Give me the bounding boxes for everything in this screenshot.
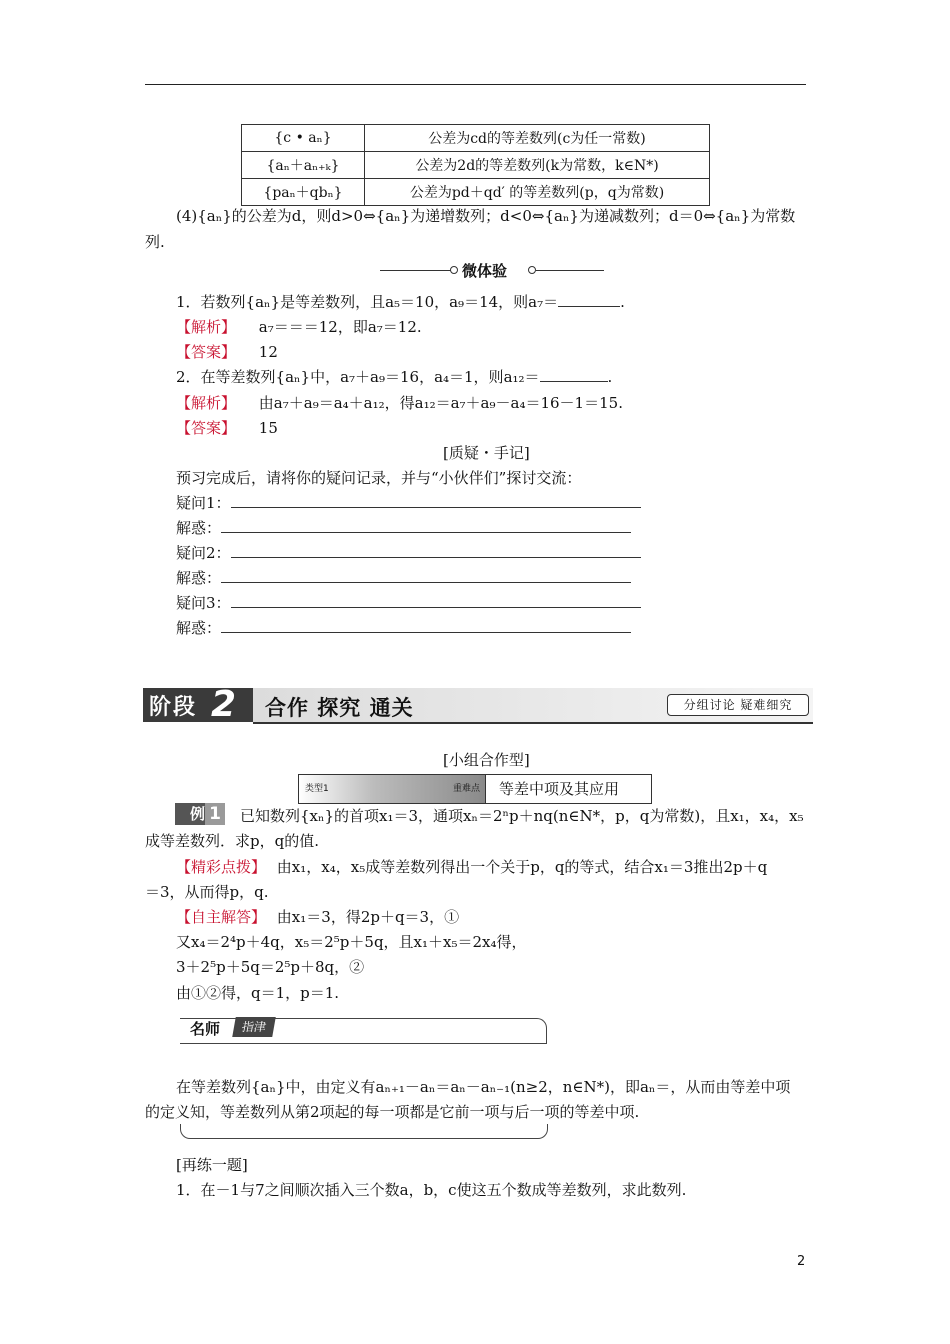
tip-line2: 的定义知，等差数列从第2项起的每一项都是它前一项与后一项的等差中项. [145, 1103, 640, 1121]
divider-right [536, 270, 604, 271]
solution-line3: 3＋2⁵p＋5q＝2⁵p＋8q，② [176, 958, 365, 976]
note-line[interactable] [221, 568, 631, 583]
note-label: 解惑： [176, 569, 222, 587]
q2-analysis-row [176, 393, 623, 413]
solution-line1: 由x₁＝3，得2p＋q＝3，① [276, 908, 460, 926]
note-answer-1 [176, 518, 631, 538]
hint-row [176, 857, 767, 877]
hint-label: 【精彩点拨】 [176, 858, 267, 876]
tip-badge [180, 1016, 280, 1040]
solution-line2: 又x₄＝2⁴p＋4q，x₅＝2⁵p＋5q，且x₁＋x₅＝2x₄得， [176, 933, 527, 951]
group-title: [小组合作型] [443, 751, 530, 769]
divider-left [380, 270, 452, 271]
answer-label: 【答案】 [176, 343, 237, 361]
table-cell: 公差为pd＋qd′ 的等差数列(p，q为常数) [365, 179, 710, 206]
tip-badge-b: 指津 [232, 1017, 276, 1037]
note-label: 疑问1： [176, 494, 231, 512]
table-cell: {paₙ＋qbₙ} [242, 179, 365, 206]
notes-intro: 预习完成后，请将你的疑问记录，并与“小伙伴们”探讨交流： [176, 469, 582, 487]
example-number: 1 [205, 803, 225, 825]
page-number: 2 [797, 1254, 806, 1269]
solution-line4: 由①②得，q＝1，p＝1. [176, 984, 340, 1002]
q1-question-text: 1．若数列{aₙ}是等差数列，且a₅＝10，a₉＝14，则a₇＝ [176, 293, 559, 311]
note-answer-2 [176, 568, 631, 588]
table-cell: {aₙ＋aₙ₊ₖ} [242, 152, 365, 179]
q1-answer: 12 [258, 343, 278, 361]
answer-label: 【答案】 [176, 419, 237, 437]
example-line1: 已知数列{xₙ}的首项x₁＝3，通项xₙ＝2ⁿp＋nq(n∈N*，p，q为常数)，且x₁，x₄，x₅ [240, 807, 804, 825]
answer-blank [558, 292, 620, 307]
type-label: 类型1 [305, 784, 329, 794]
q1-analysis: a₇＝＝＝12，即a₇＝12. [258, 318, 422, 336]
q1-analysis-row [176, 317, 422, 337]
note-label: 解惑： [176, 619, 222, 637]
table-cell: 公差为2d的等差数列(k为常数，k∈N*) [365, 152, 710, 179]
q2-question-text: 2．在等差数列{aₙ}中，a₇＋a₉＝16，a₄＝1，则a₁₂＝ [176, 368, 540, 386]
solution-label: 【自主解答】 [176, 908, 267, 926]
q1-answer-row [176, 342, 278, 362]
analysis-label: 【解析】 [176, 318, 237, 336]
note-question-3 [176, 593, 641, 613]
example-badge [175, 803, 223, 825]
table-row [242, 125, 710, 152]
solution-row [176, 907, 459, 927]
note-line[interactable] [221, 518, 631, 533]
properties-table [241, 124, 710, 206]
q2-answer: 15 [258, 419, 278, 437]
table-row [242, 152, 710, 179]
note-line[interactable] [221, 618, 631, 633]
stage-label: 阶段 [149, 695, 198, 720]
divider-dot-left [450, 266, 458, 274]
note-line[interactable] [231, 543, 641, 558]
q2-question: 2．在等差数列{aₙ}中，a₇＋a₉＝16，a₄＝1，则a₁₂＝ . [176, 368, 613, 386]
hint-line2: ＝3，从而得p，q. [145, 883, 269, 901]
q2-analysis: 由a₇＋a₉＝a₄＋a₁₂，得a₁₂＝a₇＋a₉－a₄＝16－1＝15. [258, 394, 623, 412]
note-label: 疑问2： [176, 544, 231, 562]
mini-exp-title: 微体验 [462, 262, 508, 280]
practice-title: [再练一题] [176, 1156, 248, 1174]
answer-blank [540, 367, 608, 382]
divider-dot-right [528, 266, 536, 274]
q2-answer-row [176, 418, 278, 438]
note-4-line2: 列. [145, 233, 165, 251]
table-cell: 公差为cd的等差数列(c为任一常数) [365, 125, 710, 152]
note-answer-3 [176, 618, 631, 638]
stage-banner [143, 684, 813, 725]
example-line2: 成等差数列．求p，q的值. [145, 832, 319, 850]
type-sub: 重难点 [453, 784, 481, 794]
note-question-2 [176, 543, 641, 563]
note-line[interactable] [231, 593, 641, 608]
analysis-label: 【解析】 [176, 394, 237, 412]
tip-frame-bottom [180, 1124, 548, 1139]
note-4-line1: (4){aₙ}的公差为d，则d>0⇔{aₙ}为递增数列；d<0⇔{aₙ}为递减数列；d＝0⇔{aₙ}为常数 [176, 207, 796, 225]
tip-badge-a: 名师 [190, 1020, 221, 1038]
tip-line1: 在等差数列{aₙ}中，由定义有aₙ₊₁－aₙ＝aₙ－aₙ₋₁(n≥2，n∈N*)，即aₙ＝，从而由等差中项 [176, 1078, 791, 1096]
practice-q1: 1．在－1与7之间顺次插入三个数a，b，c使这五个数成等差数列，求此数列. [176, 1181, 687, 1199]
table-row [242, 179, 710, 206]
note-label: 疑问3： [176, 594, 231, 612]
hint-line1: 由x₁，x₄，x₅成等差数列得出一个关于p，q的等式，结合x₁＝3推出2p＋q [276, 858, 768, 876]
table-cell: {c • aₙ} [242, 125, 365, 152]
header-rule [145, 84, 806, 85]
q1-question: 1．若数列{aₙ}是等差数列，且a₅＝10，a₉＝14，则a₇＝ . [176, 293, 625, 311]
stage-title: 合作 探究 通关 [265, 696, 414, 720]
notes-title: [质疑・手记] [443, 444, 530, 462]
note-question-1 [176, 493, 641, 513]
stage-tag: 分组讨论 疑难细究 [667, 694, 809, 716]
note-line[interactable] [231, 493, 641, 508]
stage-number: 2 [211, 684, 237, 725]
note-label: 解惑： [176, 519, 222, 537]
type-text: 等差中项及其应用 [499, 780, 620, 798]
type-box [298, 774, 652, 804]
example-label: 例 [175, 803, 207, 825]
